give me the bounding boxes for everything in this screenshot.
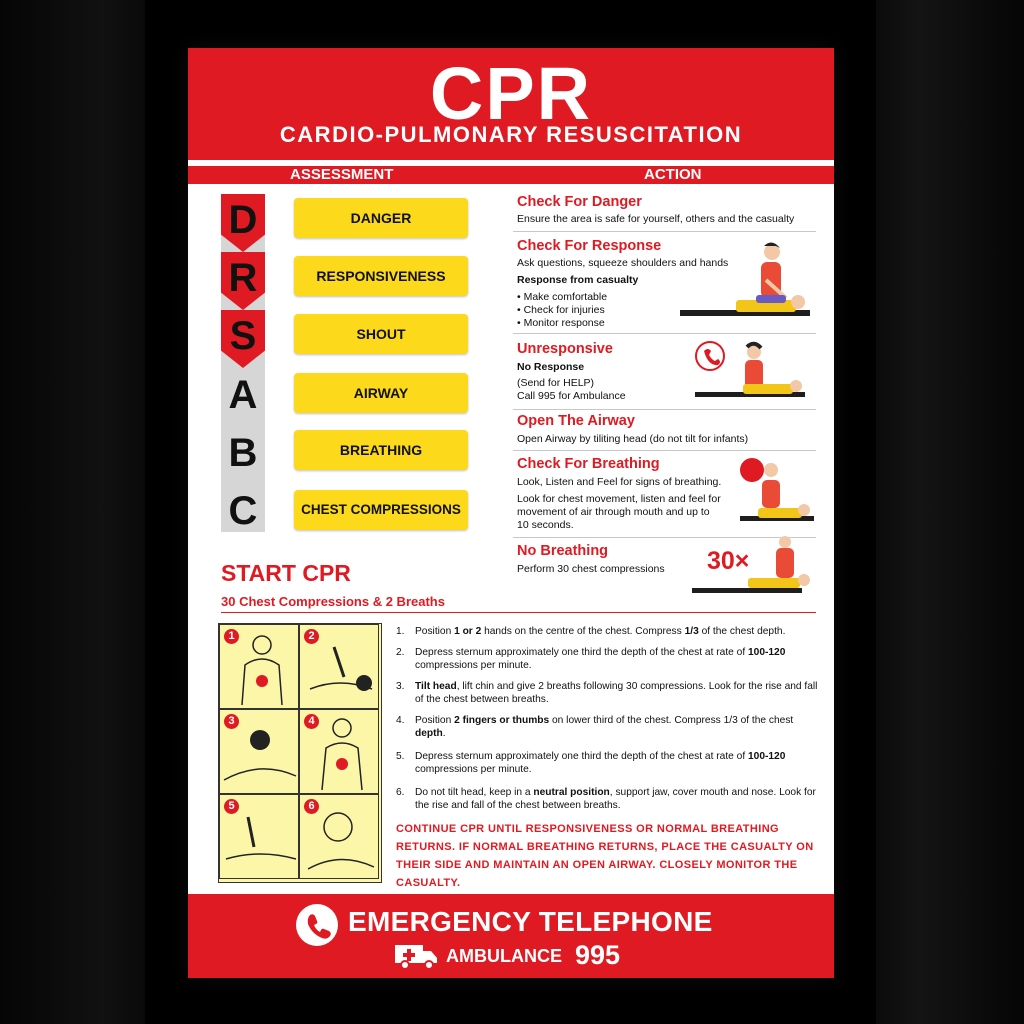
compression-count: 30× [707,547,750,575]
ambulance-number: 995 [575,940,621,970]
poster-header [188,48,834,160]
step-number: 1 [224,629,239,644]
action-divider [513,450,816,451]
ambulance-icon [393,941,439,971]
ambulance-label: AMBULANCE [446,946,562,966]
responsiveness-button: RESPONSIVENESS [294,256,468,296]
action-breathing-title: Check For Breathing [517,456,660,472]
action-no-breathing-text: Perform 30 chest compressions [517,563,665,575]
response-bullet: • Monitor response [517,317,605,329]
step-number: 3 [224,714,239,729]
action-breathing-line: Look for chest movement, listen and feel for [517,493,721,505]
action-unresponsive-title: Unresponsive [517,341,613,357]
step-panel [219,794,299,879]
action-response-text: Ask questions, squeeze shoulders and hands [517,257,729,269]
step-panel [219,624,299,709]
action-unresponsive-bold: No Response [517,361,585,373]
cpr-step: 6. Do not tilt head, keep in a neutral position, support jaw, cover mouth and nose. Look for the rise and fall of the chest between breaths. [396,787,816,811]
action-no-breathing-title: No Breathing [517,543,609,559]
step-panel [299,624,379,709]
unresponsive-illustration [693,338,813,406]
action-response-bold: Response from casualty [517,274,639,286]
action-breathing-line: 10 seconds. [517,519,574,531]
start-cpr-subtitle: 30 Chest Compressions & 2 Breaths [221,594,445,609]
phone-icon [296,904,338,946]
phone-icon [296,904,338,946]
response-bullet: • Check for injuries [517,304,605,316]
column-headers [188,166,834,184]
letter-r: R [228,256,258,300]
action-unresponsive-line: (Send for HELP) [517,377,595,389]
action-divider [513,231,816,232]
step-panel [219,709,299,794]
background-right [876,0,1024,1024]
step-panel [299,709,379,794]
action-divider [513,409,816,410]
chest-compressions-button: CHEST COMPRESSIONS [294,490,468,530]
action-unresponsive-line: Call 995 for Ambulance [517,390,626,402]
poster-title: CPR [429,52,593,135]
cpr-step: 4. Position 2 fingers or thumbs on lower third of the chest. Compress 1/3 of the chest depth. [396,715,794,739]
response-bullet: • Make comfortable [517,291,608,303]
cpr-poster [188,48,834,978]
shout-button: SHOUT [294,314,468,354]
start-cpr-title: START CPR [221,560,351,586]
action-danger-text: Ensure the area is safe for yourself, others and the casualty [517,213,795,225]
check-response-illustration [676,240,816,330]
action-breathing-text: Look, Listen and Feel for signs of breathing. [517,476,722,488]
step-number: 6 [304,799,319,814]
no-breathing-illustration [690,536,816,604]
cpr-step: 2. Depress sternum approximately one third the depth of the chest at rate of 100-120 compressions per minute. [396,647,786,671]
letter-d: D [228,198,258,242]
letter-b: B [228,431,258,475]
breathing-button: BREATHING [294,430,468,470]
step-panel [299,794,379,879]
emergency-telephone-label: EMERGENCY TELEPHONE [348,906,713,937]
step-number: 4 [304,714,319,729]
action-response-title: Check For Response [517,238,662,254]
cpr-step: 5. Depress sternum approximately one third the depth of the chest at rate of 100-120 compressions per minute. [396,751,786,775]
step-number: 5 [224,799,239,814]
cpr-step: 1. Position 1 or 2 hands on the centre of the chest. Compress 1/3 of the chest depth. [396,626,786,637]
section-rule [221,612,816,613]
letter-c: C [228,489,258,533]
airway-button: AIRWAY [294,373,468,413]
poster-subtitle: CARDIO-PULMONARY RESUSCITATION [279,122,743,147]
cpr-steps-illustration-grid [218,623,382,883]
action-airway-text: Open Airway by tiliting head (do not tilt for infants) [517,433,749,445]
action-airway-title: Open The Airway [517,413,635,429]
action-header: ACTION [644,166,702,183]
action-breathing-line: movement of air through mouth and up to [517,506,710,518]
step-number: 2 [304,629,319,644]
check-breathing-illustration [738,456,818,530]
continue-cpr-warning: CONTINUE CPR UNTIL RESPONSIVENESS OR NORMAL BREATHING RETURNS. IF NORMAL BREATHING RETURNS, PLACE THE CASUALTY ON THEIR SIDE AND MAINTAIN AN OPEN AIRWAY. CLOSELY MONITOR THE CASUALTY. [396,823,814,889]
cpr-step: 3. Tilt head, lift chin and give 2 breaths following 30 compressions. Look for the rise and fall of the chest between breaths. [396,681,818,705]
assessment-header: ASSESSMENT [290,166,394,183]
letter-s: S [229,314,257,358]
letter-a: A [228,373,258,417]
action-danger-title: Check For Danger [517,194,642,210]
action-divider [513,333,816,334]
danger-button: DANGER [294,198,468,238]
background-left [0,0,145,1024]
